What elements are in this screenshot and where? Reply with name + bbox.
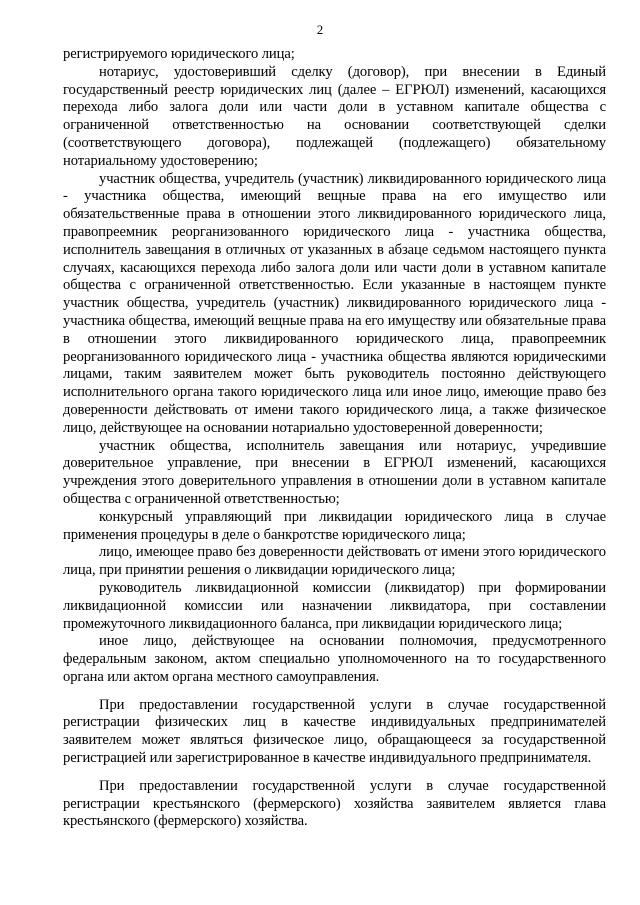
paragraph-other-person: иное лицо, действующее на основании полномочия, предусмотренного федеральным законом, актом специально уполномоченного на то государственного органа или актом органа местного самоуправления. bbox=[63, 633, 606, 685]
paragraph-continuation: регистрируемого юридического лица; bbox=[63, 46, 295, 62]
paragraph-trust-management: участник общества, исполнитель завещания или нотариус, учредившие доверительное управление, при внесении в ЕГРЮЛ изменений, касающихся учреждения этого доверительного управления в отношении доли в уставном капитале общества с ограниченной ответственностью; bbox=[63, 437, 606, 507]
paragraph-bankruptcy-manager: конкурсный управляющий при ликвидации юридического лица в случае применения процедуры в деле о банкротстве юридического лица; bbox=[63, 508, 606, 543]
document-body bbox=[63, 46, 606, 831]
paragraph-liquidation-commission: руководитель ликвидационной комиссии (ликвидатор) при формировании ликвидационной комиссии или назначении ликвидатора, при составлении промежуточного ликвидационного баланса, при ликвидации юридического лица; bbox=[63, 579, 606, 632]
paragraph-notary: нотариус, удостоверивший сделку (договор), при внесении в Единый государственный реестр юридических лиц (далее – ЕГРЮЛ) изменений, касающихся перехода либо залога доли или части доли в уставном капитале общества с ограниченной ответственностью на основании соответствующей сделки (соответствующего договора), подлежащей (подлежащего) обязательному нотариальному удостоверению; bbox=[63, 63, 606, 169]
paragraph-liquidation-decision: лицо, имеющее право без доверенности действовать от имени этого юридического лица, при принятии решения о ликвидации юридического лица; bbox=[63, 544, 606, 579]
page-number: 2 bbox=[316, 22, 324, 37]
paragraph-individual-entrepreneurs: При предоставлении государственной услуги в случае государственной регистрации физических лиц в качестве индивидуальных предпринимателей заявителем может являться физическое лицо, обращающееся за государственной регистрацией или зарегистрированное в качестве индивидуального предпринимателя. bbox=[63, 696, 606, 767]
paragraph-farm-household: При предоставлении государственной услуги в случае государственной регистрации крестьянского (фермерского) хозяйства заявителем является глава крестьянского (фермерского) хозяйства. bbox=[63, 777, 606, 830]
paragraph-company-participant: участник общества, учредитель (участник) ликвидированного юридического лица - участника общества, имеющий вещные права на его имущество или обязательственные права в отношении этого ликвидированного юридического лица, правопреемник реорганизованного юридического лица - участника общества, исполнитель завещания в отличных от указанных в абзаце седьмом настоящего пункта случаях, касающихся перехода либо залога доли или части доли в уставном капитале общества с ограниченной ответственностью. Если указанные в настоящем пункте участник общества, учредитель (участник) ликвидированного юридического лица - участника общества, имеющий вещные права на его имуществу или обязательные права в отношении этого ликвидированного юридического лица, правопреемник реорганизованного юридического лица - участника общества являются юридическими лицами, таким заявителем может быть руководитель постоянно действующего исполнительного органа такого юридического лица или иное лицо, имеющие право без доверенности действовать от имени такого юридического лица, а также физическое лицо, действующее на основании нотариально удостоверенной доверенности; bbox=[63, 170, 606, 436]
